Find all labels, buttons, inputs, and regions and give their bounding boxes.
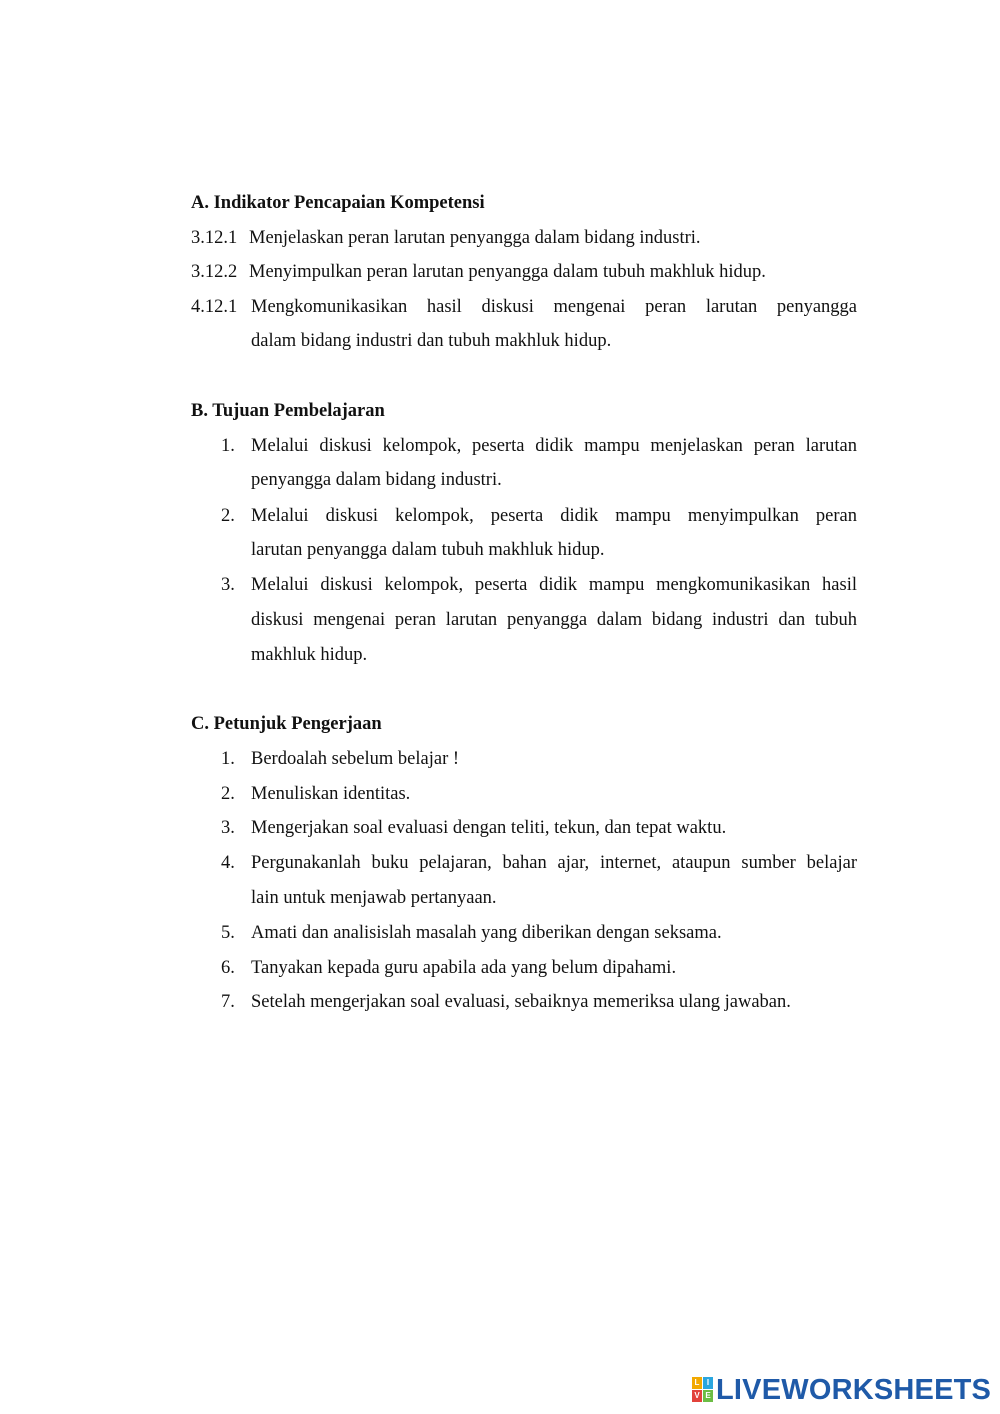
indicator-number: 3.12.1: [191, 228, 238, 248]
list-number: 3.: [221, 818, 235, 838]
list-number: 2.: [221, 784, 235, 804]
list-number: 6.: [221, 958, 235, 978]
indicator-text-continued: dalam bidang industri dan tubuh makhluk hidup.: [251, 331, 612, 351]
list-item-text-continued: makhluk hidup.: [251, 645, 368, 665]
list-item-text: Berdoalah sebelum belajar !: [251, 749, 460, 769]
indicator-text: Menjelaskan peran larutan penyangga dalam bidang industri.: [249, 228, 701, 248]
list-item-text: Melalui diskusi kelompok, peserta didik mampu mengkomunikasikan hasil: [251, 575, 857, 595]
list-number: 4.: [221, 853, 235, 873]
indicator-number: 3.12.2: [191, 262, 238, 282]
indicator-number: 4.12.1: [191, 297, 238, 317]
list-item-text: Melalui diskusi kelompok, peserta didik mampu menyimpulkan peran: [251, 506, 857, 526]
list-number: 1.: [221, 436, 235, 456]
list-number: 2.: [221, 506, 235, 526]
list-number: 1.: [221, 749, 235, 769]
liveworksheets-mark-icon: L I V E: [692, 1377, 714, 1403]
list-item-text: Menuliskan identitas.: [251, 784, 411, 804]
list-item-text: Amati dan analisislah masalah yang diberikan dengan seksama.: [251, 923, 722, 943]
list-item-text: Tanyakan kepada guru apabila ada yang belum dipahami.: [251, 958, 677, 978]
list-item-text-continued: lain untuk menjawab pertanyaan.: [251, 888, 497, 908]
list-item-text-continued: penyangga dalam bidang industri.: [251, 470, 502, 490]
list-item-text-continued: larutan penyangga dalam tubuh makhluk hidup.: [251, 540, 605, 560]
section-c-heading: C. Petunjuk Pengerjaan: [191, 714, 382, 734]
indicator-text: Mengkomunikasikan hasil diskusi mengenai peran larutan penyangga: [251, 297, 857, 317]
list-item-text: Pergunakanlah buku pelajaran, bahan ajar, internet, ataupun sumber belajar: [251, 853, 857, 873]
list-item-text: Mengerjakan soal evaluasi dengan teliti, tekun, dan tepat waktu.: [251, 818, 727, 838]
liveworksheets-logo: [692, 1374, 991, 1406]
section-a-heading: A. Indikator Pencapaian Kompetensi: [191, 193, 485, 213]
list-number: 7.: [221, 992, 235, 1012]
list-number: 3.: [221, 575, 235, 595]
list-item-text-continued: diskusi mengenai peran larutan penyangga dalam bidang industri dan tubuh: [251, 610, 857, 630]
liveworksheets-logo-text: LIVEWORKSHEETS: [716, 1373, 992, 1406]
list-item-text: Melalui diskusi kelompok, peserta didik mampu menjelaskan peran larutan: [251, 436, 857, 456]
section-b-heading: B. Tujuan Pembelajaran: [191, 401, 385, 421]
list-item-text: Setelah mengerjakan soal evaluasi, sebaiknya memeriksa ulang jawaban.: [251, 992, 791, 1012]
list-number: 5.: [221, 923, 235, 943]
indicator-text: Menyimpulkan peran larutan penyangga dalam tubuh makhluk hidup.: [249, 262, 766, 282]
